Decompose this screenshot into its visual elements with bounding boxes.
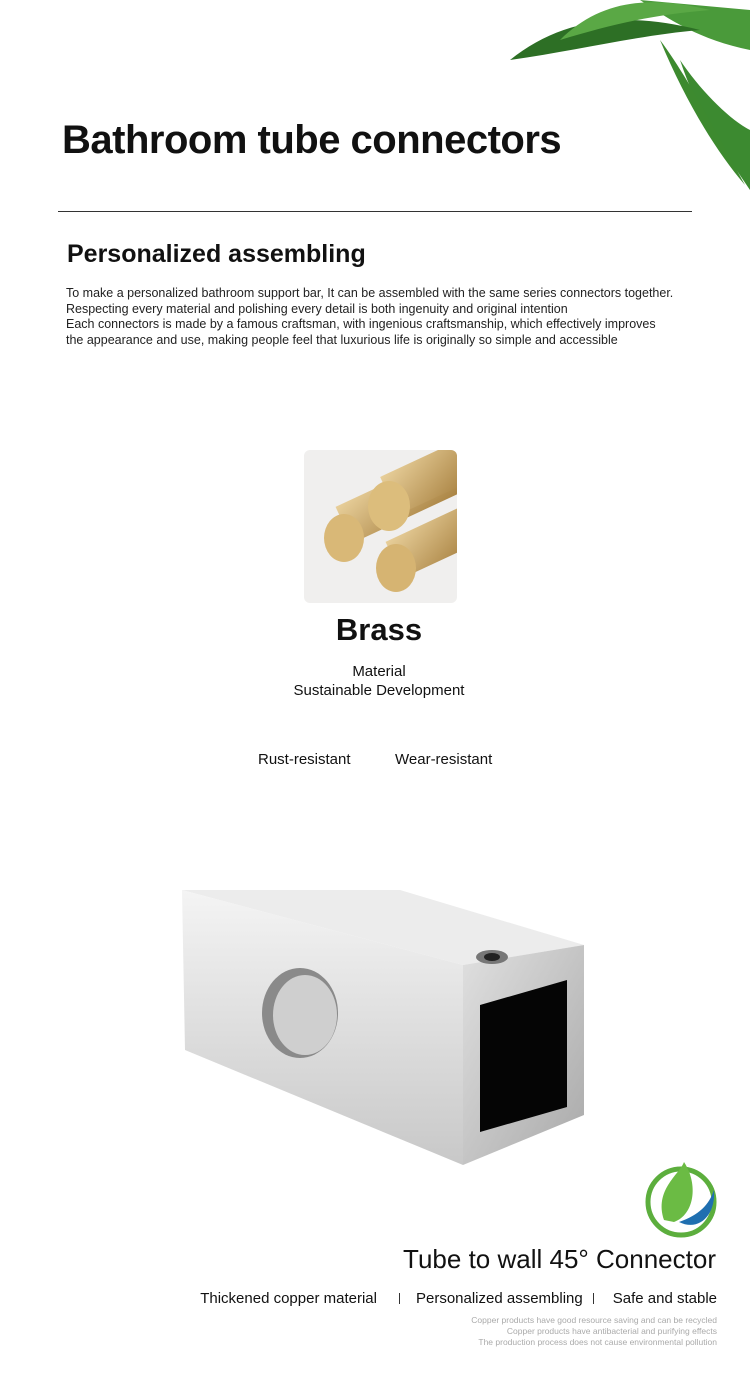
product-tag: Thickened copper material bbox=[200, 1290, 377, 1307]
intro-line: Respecting every material and polishing every detail is both ingenuity and original intention bbox=[66, 301, 568, 316]
tag-separator bbox=[399, 1293, 400, 1304]
product-tag: Safe and stable bbox=[612, 1290, 717, 1307]
note-line: Copper products have good resource saving and can be recycled bbox=[471, 1315, 717, 1325]
intro-line: To make a personalized bathroom support bar, It can be assembled with the same series connectors together. bbox=[66, 286, 674, 300]
product-tags bbox=[200, 1290, 717, 1307]
intro-line: the appearance and use, making people feel that luxurious life is originally so simple and accessible bbox=[66, 332, 618, 347]
note-line: The production process does not cause environmental pollution bbox=[478, 1337, 717, 1347]
product-name: Tube to wall 45° Connector bbox=[403, 1244, 716, 1274]
material-name: Brass bbox=[335, 612, 423, 647]
product-tag: Personalized assembling bbox=[415, 1290, 583, 1307]
section-subtitle: Personalized assembling bbox=[67, 240, 366, 268]
intro-paragraph bbox=[66, 286, 706, 348]
product-notes bbox=[471, 1315, 717, 1348]
divider bbox=[58, 211, 692, 212]
palm-leaves-decoration bbox=[500, 0, 750, 195]
eco-leaf-icon bbox=[644, 1160, 718, 1240]
tag-separator bbox=[593, 1293, 594, 1304]
page-title: Bathroom tube connectors bbox=[62, 118, 562, 162]
brass-rods-image bbox=[304, 450, 457, 603]
note-line: Copper products have antibacterial and purifying effects bbox=[506, 1326, 717, 1336]
material-label: Material bbox=[352, 663, 406, 680]
feature-rust-resistant: Rust-resistant bbox=[258, 751, 351, 768]
connector-product-image bbox=[180, 885, 590, 1170]
intro-line: Each connectors is made by a famous craftsman, with ingenious craftsmanship, which effectively improves bbox=[66, 317, 656, 331]
feature-wear-resistant: Wear-resistant bbox=[395, 751, 493, 768]
material-tagline: Sustainable Development bbox=[293, 682, 465, 699]
